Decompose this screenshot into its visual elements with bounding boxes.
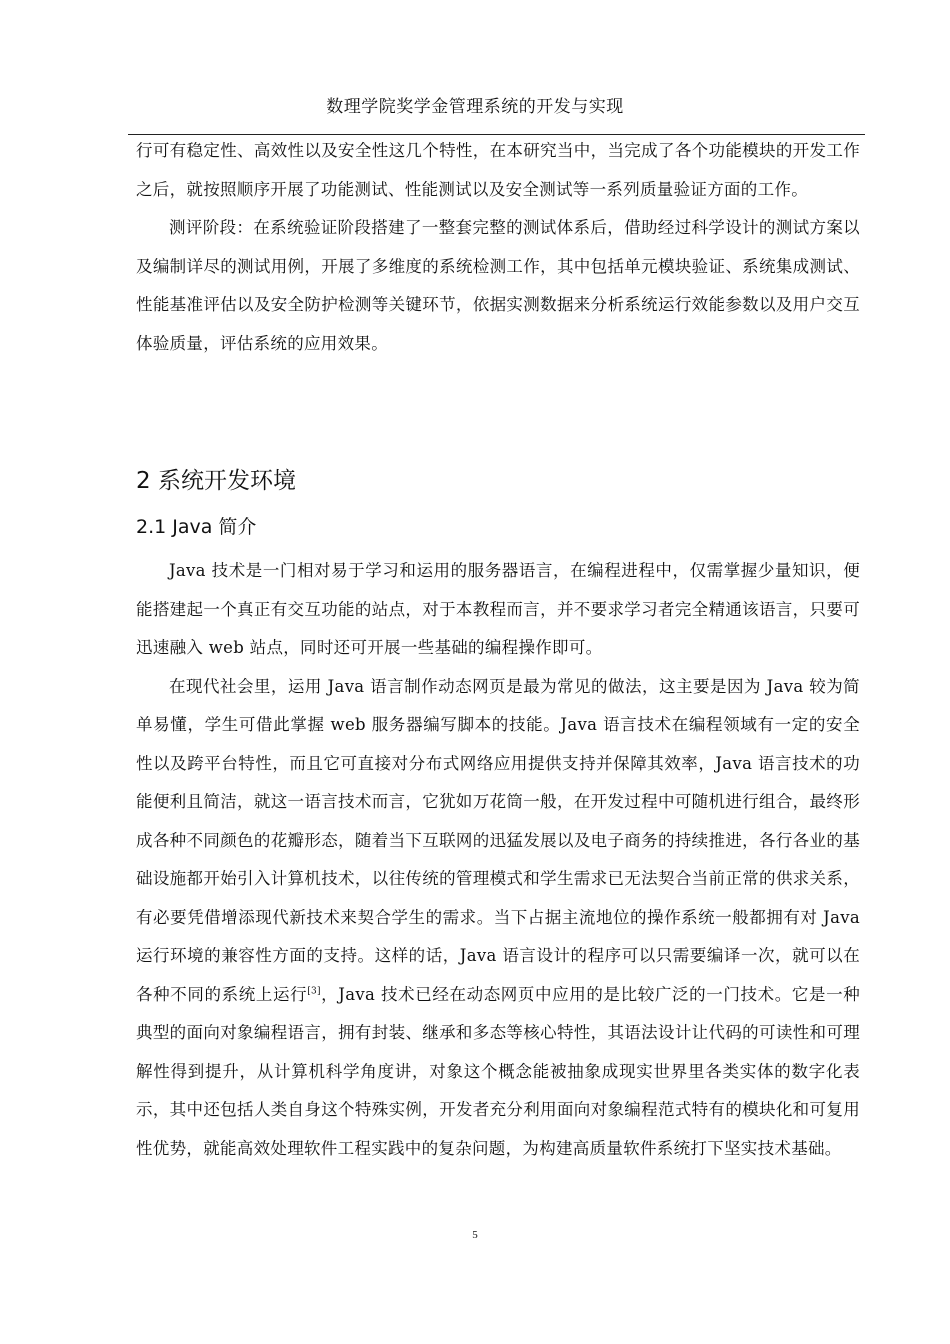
paragraph-java-details-part1: 在现代社会里，运用 Java 语言制作动态网页是最为常见的做法，这主要是因为 Java 较为简单易懂，学生可借此掌握 web 服务器编写脚本的技能。Java 语言技术在编程领域有一定的安全性以及跨平台特性，而且它可直接对分布式网络应用提供支持并保障其效率，Java 语言技术的功能便利且简洁，就这一语言技术而言，它犹如万花筒一般，在开发过程中可随机进行组合，最终形成各种不同颜色的花瓣形态，随着当下互联网的迅猛发展以及电子商务的持续推进，各行各业的基础设施都开始引入计算机技术，以往传统的管理模式和学生需求已无法契合当前正常的供求关系，有必要凭借增添现代新技术来契合学生的需求。当下占据主流地位的操作系统一般都拥有对 Java 运行环境的兼容性方面的支持。这样的话，Java 语言设计的程序可以只需要编译一次，就可以在各种不同的系统上运行 [136,676,860,1004]
running-header: 数理学院奖学金管理系统的开发与实现 [326,97,624,117]
intro-text-block [136,132,860,363]
paragraph-continuation: 行可有稳定性、高效性以及安全性这几个特性，在本研究当中，当完成了各个功能模块的开发工作之后，就按照顺序开展了功能测试、性能测试以及安全测试等一系列质量验证方面的工作。 [136,141,860,199]
paragraph-evaluation: 测评阶段：在系统验证阶段搭建了一整套完整的测试体系后，借助经过科学设计的测试方案以及编制详尽的测试用例，开展了多维度的系统检测工作，其中包括单元模块验证、系统集成测试、性能基准评估以及安全防护检测等关键环节，依据实测数据来分析系统运行效能参数以及用户交互体验质量，评估系统的应用效果。 [136,218,860,353]
page-number: 5 [472,1229,478,1241]
paragraph-java-overview: Java 技术是一门相对易于学习和运用的服务器语言，在编程进程中，仅需掌握少量知识，便能搭建起一个真正有交互功能的站点，对于本教程而言，并不要求学习者完全精通该语言，只要可迅速融入 web 站点，同时还可开展一些基础的编程操作即可。 [136,561,860,657]
citation-reference[interactable]: [3] [307,986,321,996]
subsection-heading: 2.1 Java 简介 [136,516,257,538]
section-heading: 2 系统开发环境 [136,468,296,494]
paragraph-java-details [136,668,860,1169]
java-intro-text-block [136,552,860,1168]
paragraph-java-details-part2: ，Java 技术已经在动态网页中应用的是比较广泛的一门技术。它是一种典型的面向对象编程语言，拥有封装、继承和多态等核心特性，其语法设计让代码的可读性和可理解性得到提升，从计算机科学角度讲，对象这个概念能被抽象成现实世界里各类实体的数字化表示，其中还包括人类自身这个特殊实例，开发者充分利用面向对象编程范式特有的模块化和可复用性优势，就能高效处理软件工程实践中的复杂问题，为构建高质量软件系统打下坚实技术基础。 [136,984,861,1158]
